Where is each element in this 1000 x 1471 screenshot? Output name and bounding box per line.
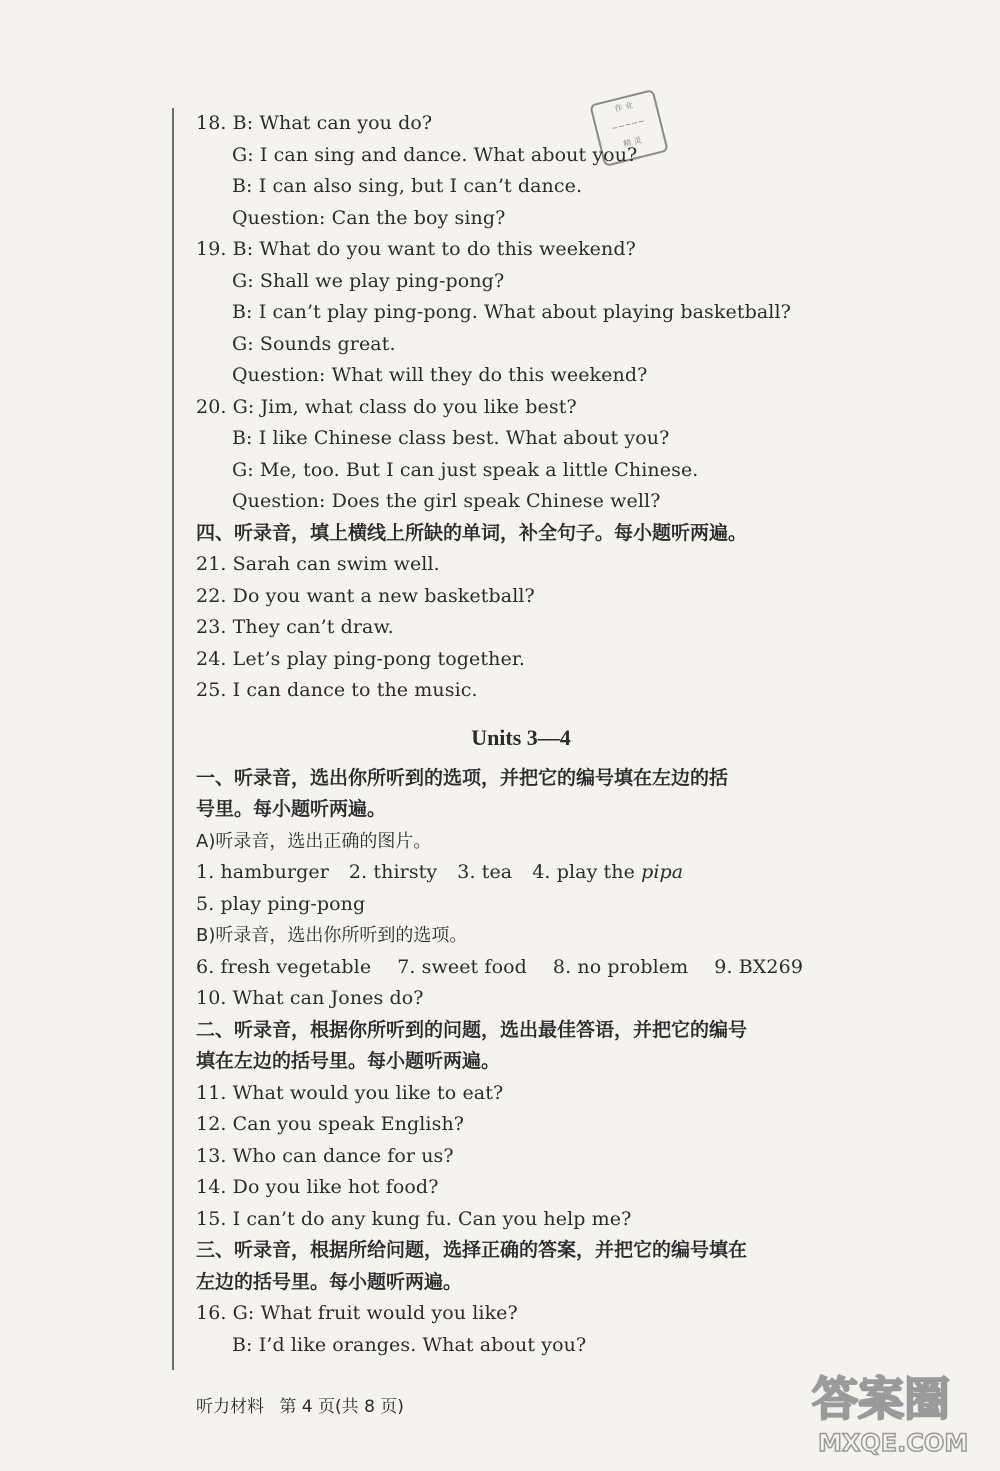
question-20 <box>196 392 806 518</box>
question-line: Question: Does the girl speak Chinese well? <box>232 490 661 512</box>
list-item: 6. fresh vegetable 7. sweet food 8. no problem 9. BX269 <box>196 955 804 978</box>
dialogue-line: B: I can also sing, but I can’t dance. <box>232 175 583 197</box>
part4-heading: 四、听录音，填上横线上所缺的单词，补全句子。每小题听两遍。 <box>196 521 748 544</box>
question-line: Question: What will they do this weekend? <box>232 364 648 386</box>
part3-heading: 三、听录音，根据所给问题，选择正确的答案，并把它的编号填在 <box>196 1239 748 1261</box>
footer-page-number: 第 4 页(共 8 页) <box>279 1397 404 1417</box>
footer-label: 听力材料 <box>196 1397 264 1417</box>
list-item: 14. Do you like hot food? <box>196 1176 439 1198</box>
dialogue-line: G: I can sing and dance. What about you? <box>232 143 638 166</box>
question-18 <box>196 108 806 234</box>
sub-heading-b: B)听录音，选出你所听到的选项。 <box>196 925 468 946</box>
list-item: 11. What would you like to eat? <box>196 1081 504 1104</box>
dialogue-line: B: I can’t play ping-pong. What about playing basketball? <box>232 301 791 323</box>
list-item: 15. I can’t do any kung fu. Can you help me? <box>196 1207 632 1230</box>
list-item: 13. Who can dance for us? <box>196 1144 454 1167</box>
dialogue-line: G: Sounds great. <box>232 332 396 355</box>
dialogue-line: B: I like Chinese class best. What about you? <box>232 427 670 449</box>
part2-heading-cont: 填在左边的括号里。每小题听两遍。 <box>196 1050 501 1072</box>
list-item: 5. play ping-pong <box>196 892 366 915</box>
part2-heading: 二、听录音，根据你所听到的问题，选出最佳答语，并把它的编号 <box>196 1018 748 1041</box>
part3-heading-cont: 左边的括号里。每小题听两遍。 <box>196 1270 463 1293</box>
watermark-site: MXQE.COM <box>818 1429 969 1457</box>
part1-heading-cont: 号里。每小题听两遍。 <box>196 798 387 820</box>
list-item: 25. I can dance to the music. <box>196 679 478 701</box>
stamp-mark: 作 业 ~~~~~ 精 灵 <box>589 89 669 167</box>
dialogue-line: G: Me, too. But I can just speak a little Chinese. <box>232 458 699 481</box>
watermark-text: 答案圈 <box>812 1372 950 1426</box>
list-item: 21. Sarah can swim well. <box>196 553 440 575</box>
part1-heading: 一、听录音，选出你所听到的选项，并把它的编号填在左边的括 <box>196 766 729 789</box>
list-item: 22. Do you want a new basketball? <box>196 584 535 607</box>
unit-title: Units 3—4 <box>471 724 571 750</box>
watermark-logo <box>804 1351 984 1461</box>
dialogue-line: 16. G: What fruit would you like? <box>196 1302 518 1324</box>
list-item: 1. hamburger 2. thirsty 3. tea 4. play the pipa <box>196 861 684 883</box>
sub-heading-a: A)听录音，选出正确的图片。 <box>196 830 432 852</box>
dialogue-line: B: I’d like oranges. What about you? <box>232 1333 587 1356</box>
list-item: 24. Let’s play ping-pong together. <box>196 647 526 670</box>
dialogue-line: 19. B: What do you want to do this weekend? <box>196 238 636 260</box>
dialogue-line: G: Shall we play ping-pong? <box>232 269 505 292</box>
list-item: 10. What can Jones do? <box>196 987 424 1009</box>
list-item: 12. Can you speak English? <box>196 1113 465 1135</box>
dialogue-line: 20. G: Jim, what class do you like best? <box>196 395 577 418</box>
margin-rule <box>172 108 174 1370</box>
question-line: Question: Can the boy sing? <box>232 206 506 229</box>
list-item: 23. They can’t draw. <box>196 616 394 638</box>
page-footer <box>196 1392 414 1417</box>
page-content <box>196 108 806 1361</box>
question-19 <box>196 234 806 392</box>
dialogue-line: 18. B: What can you do? <box>196 112 433 134</box>
